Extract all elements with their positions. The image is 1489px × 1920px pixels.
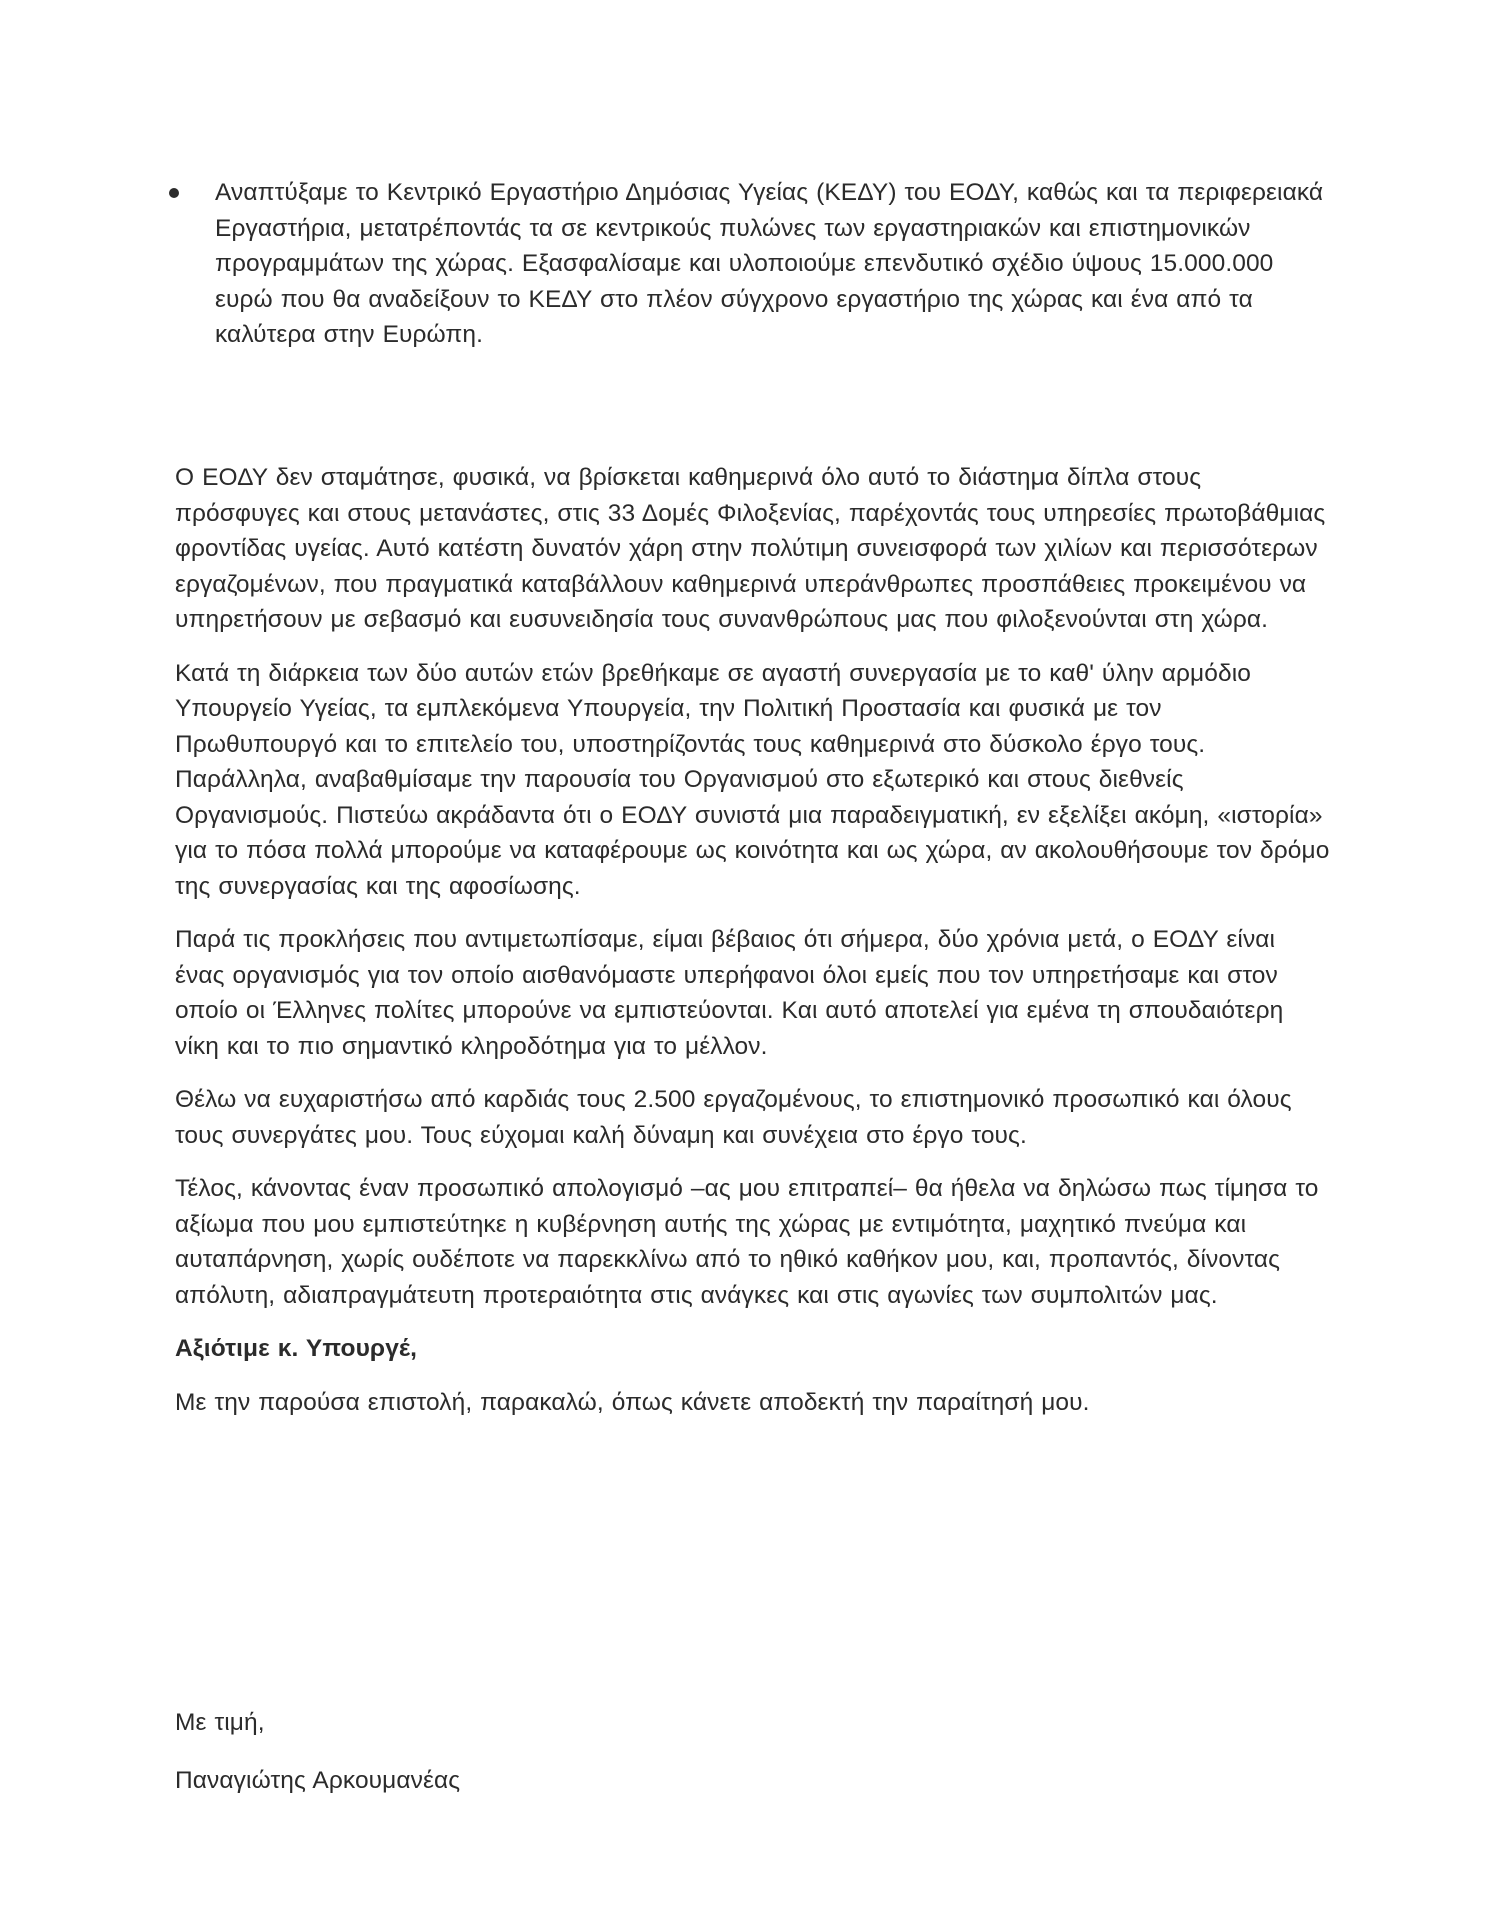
letter-body [175, 460, 1330, 1438]
closing-block [175, 1705, 1075, 1820]
paragraph-challenges: Παρά τις προκλήσεις που αντιμετωπίσαμε, είμαι βέβαιος ότι σήμερα, δύο χρόνια μετά, ο ΕΟΔΥ είναι ένας οργανισμός για τον οποίο αισθανόμαστε υπερήφανοι όλοι εμείς που τον υπηρετήσαμε και στον οποίο οι Έλληνες πολίτες μπορούνε να εμπιστεύονται. Και αυτό αποτελεί για εμένα τη σπουδαιότερη νίκη και το πιο σημαντικό κληροδότημα για το μέλλον. [175, 926, 1284, 1060]
paragraph-cooperation: Κατά τη διάρκεια των δύο αυτών ετών βρεθήκαμε σε αγαστή συνεργασία με το καθ' ύλην αρμόδιο Υπουργείο Υγείας, τα εμπλεκόμενα Υπουργεία, την Πολιτική Προστασία και φυσικά με τον Πρωθυπουργό και το επιτελείο του, υποστηρίζοντάς τους καθημερινά στο δύσκολο έργο τους. Παράλληλα, αναβαθμίσαμε την παρουσία του Οργανισμού στο εξωτερικό και στους διεθνείς Οργανισμούς. Πιστεύω ακράδαντα ότι ο ΕΟΔΥ συνιστά μια παραδειγματική, εν εξελίξει ακόμη, «ιστορία» για το πόσα πολλά μπορούμε να καταφέρουμε ως κοινότητα και ως χώρα, αν ακολουθήσουμε τον δρόμο της συνεργασίας και της αφοσίωσης. [175, 659, 1330, 900]
signature-name: Παναγιώτης Αρκουμανέας [175, 1766, 461, 1794]
paragraph-personal-review: Τέλος, κάνοντας έναν προσωπικό απολογισμό –ας μου επιτραπεί– θα ήθελα να δηλώσω πως τίμησα το αξίωμα που μου εμπιστεύτηκε η κυβέρνηση αυτής της χώρας με εντιμότητα, μαχητικό πνεύμα και αυταπάρνηση, χωρίς ουδέποτε να παρεκκλίνω από το ηθικό καθήκον μου, και, προπαντός, δίνοντας απόλυτη, αδιαπραγμάτευτη προτεραιότητα στις ανάγκες και στις αγωνίες των συμπολιτών μας. [175, 1175, 1319, 1309]
resignation-request: Με την παρούσα επιστολή, παρακαλώ, όπως κάνετε αποδεκτή την παραίτησή μου. [175, 1388, 1090, 1416]
paragraph-thanks: Θέλω να ευχαριστήσω από καρδιάς τους 2.500 εργαζομένους, το επιστημονικό προσωπικό και όλους τους συνεργάτες μου. Τους εύχομαι καλή δύναμη και συνέχεια στο έργο τους. [175, 1086, 1292, 1149]
salutation: Αξιότιμε κ. Υπουργέ, [175, 1335, 417, 1362]
paragraph-refugees: Ο ΕΟΔΥ δεν σταμάτησε, φυσικά, να βρίσκεται καθημερινά όλο αυτό το διάστημα δίπλα στους πρόσφυγες και στους μετανάστες, στις 33 Δομές Φιλοξενίας, παρέχοντάς τους υπηρεσίες πρωτοβάθμιας φροντίδας υγείας. Αυτό κατέστη δυνατόν χάρη στην πολύτιμη συνεισφορά των χιλίων και περισσότερων εργαζομένων, που πραγματικά καταβάλλουν καθημερινά υπεράνθρωπες προσπάθειες προκειμένου να υπηρετήσουν με σεβασμό και ευσυνειδησία τους συνανθρώπους μας που φιλοξενούνται στη χώρα. [175, 464, 1326, 633]
bullet-text: Αναπτύξαμε το Κεντρικό Εργαστήριο Δημόσιας Υγείας (ΚΕΔΥ) του ΕΟΔΥ, καθώς και τα περιφερειακά Εργαστήρια, μετατρέποντάς τα σε κεντρικούς πυλώνες των εργαστηριακών και επιστημονικών προγραμμάτων της χώρας. Εξασφαλίσαμε και υλοποιούμε επενδυτικό σχέδιο ύψους 15.000.000 ευρώ που θα αναδείξουν το ΚΕΔΥ στο πλέον σύγχρονο εργαστήριο της χώρας και ένα από τα καλύτερα στην Ευρώπη. [215, 179, 1324, 348]
bullet-icon [169, 188, 179, 198]
closing: Με τιμή, [175, 1709, 265, 1736]
bullet-list-item [215, 175, 1330, 353]
